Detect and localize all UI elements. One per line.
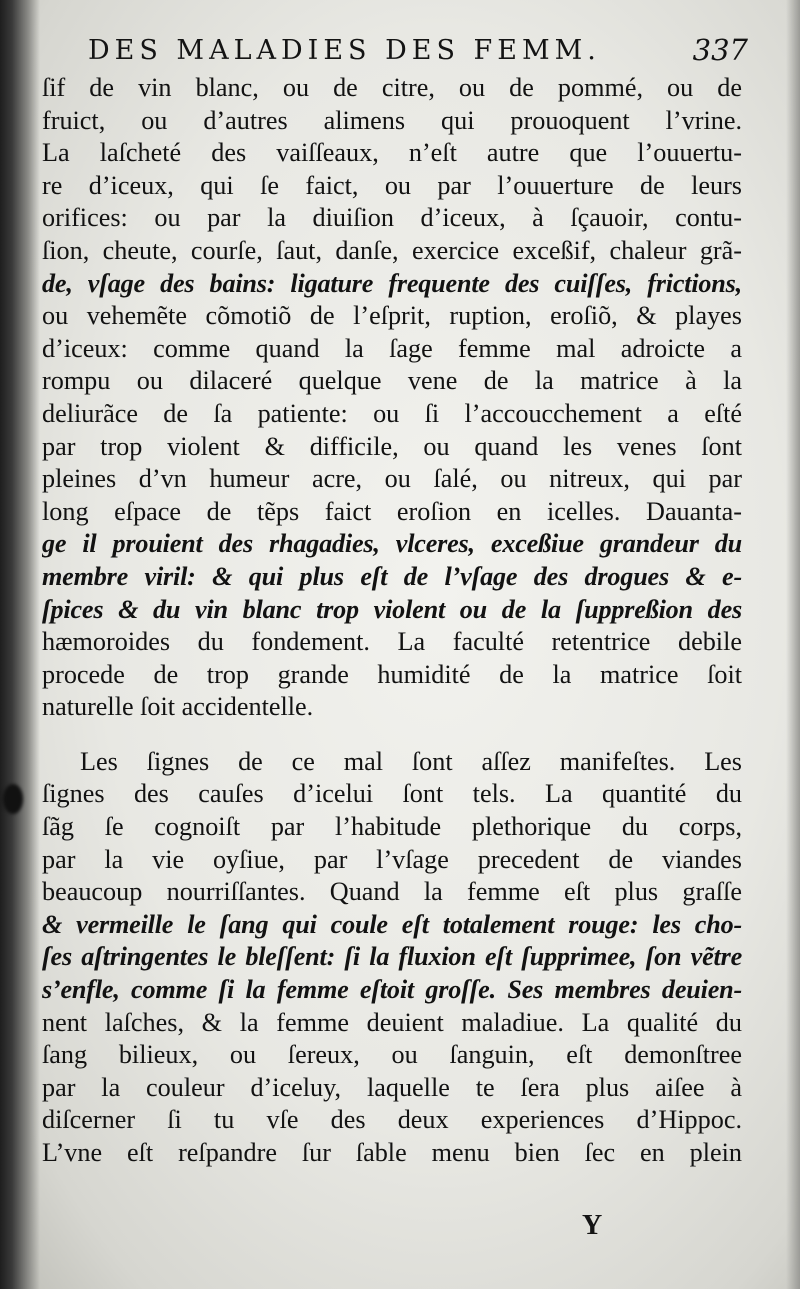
text-line: & vermeille le ſang qui coule eſt totalement rouge: les cho- — [42, 909, 742, 939]
text-line: pleines d’vn humeur acre, ou ſalé, ou nitreux, qui par — [42, 464, 742, 494]
text-line: Les ſignes de ce mal ſont aſſez manifeſtes. Les — [80, 746, 742, 776]
text-line: procede de trop grande humidité de la matrice ſoit — [42, 659, 742, 689]
text-line: de, vſage des bains: ligature frequente des cuiſſes, frictions, — [42, 268, 742, 298]
ink-stain — [3, 784, 23, 814]
text-line: L’vne eſt reſpandre ſur ſable menu bien ſec en plein — [42, 1138, 742, 1167]
text-line: orifices: ou par la diuiſion d’iceux, à ſçauoir, contu- — [42, 203, 742, 233]
text-line: ſion, cheute, courſe, ſaut, danſe, exercice exceßif, chaleur grã- — [42, 235, 742, 265]
text-line: beaucoup nourriſſantes. Quand la femme eſt plus graſſe — [42, 877, 742, 907]
paragraph-break — [42, 724, 742, 746]
text-line: La laſcheté des vaiſſeaux, n’eſt autre que l’ouuertu- — [42, 138, 742, 168]
text-line: re d’iceux, qui ſe faict, ou par l’ouuerture de leurs — [42, 170, 742, 200]
signature-mark: Y — [582, 1210, 603, 1241]
text-line: nent laſches, & la femme deuient maladiue. La qualité du — [42, 1007, 742, 1037]
text-line: ſif de vin blanc, ou de citre, ou de pommé, ou de — [42, 73, 742, 102]
text-line: ſes aſtringentes le bleſſent: ſi la fluxion eſt ſupprimee, ſon vẽtre — [42, 942, 742, 972]
text-line: s’enfle, comme ſi la femme eſtoit groſſe. Ses membres deuien- — [42, 975, 742, 1005]
text-line: par trop violent & difficile, ou quand les venes ſont — [42, 431, 742, 461]
text-line: naturelle ſoit accidentelle. — [42, 692, 314, 722]
page-edge-shadow — [786, 0, 800, 1289]
text-line: fruict, ou d’autres alimens qui prouoquent l’vrine. — [42, 105, 742, 135]
text-line: diſcerner ſi tu vſe des deux experiences d’Hippoc. — [42, 1105, 742, 1135]
text-line: long eſpace de tẽps faict eroſion en icelles. Dauanta- — [42, 496, 742, 526]
text-line: rompu ou dilaceré quelque vene de la matrice à la — [42, 366, 742, 396]
text-line: deliurãce de ſa patiente: ou ſi l’accoucchement a eſté — [42, 398, 742, 428]
text-line: ſignes des cauſes d’icelui ſont tels. La quantité du — [42, 779, 742, 809]
text-line: ge il prouient des rhagadies, vlceres, exceßiue grandeur du — [42, 529, 742, 559]
text-line: d’iceux: comme quand la ſage femme mal adroicte a — [42, 333, 742, 363]
text-line: ou vehemẽte cõmotiõ de l’eſprit, ruption, eroſiõ, & playes — [42, 301, 742, 331]
text-line: hæmoroides du fondement. La faculté retentrice debile — [42, 627, 742, 657]
body-text — [42, 72, 742, 1170]
page-number: 337 — [692, 33, 748, 67]
page-header — [88, 33, 748, 73]
text-line: membre viril: & qui plus eſt de l’vſage des drogues & e- — [42, 561, 742, 591]
text-line: par la couleur d’iceluy, laquelle te ſera plus aiſee à — [42, 1072, 742, 1102]
running-head: DES MALADIES DES FEMM. — [88, 35, 601, 66]
text-line: ſãg ſe cognoiſt par l’habitude plethorique du corps, — [42, 812, 742, 842]
text-line: ſpices & du vin blanc trop violent ou de la ſuppreßion des — [42, 594, 742, 624]
page-gutter-shadow — [0, 0, 40, 1289]
text-line: par la vie oyſiue, par l’vſage precedent de viandes — [42, 844, 742, 874]
text-line: ſang bilieux, ou ſereux, ou ſanguin, eſt demonſtree — [42, 1040, 742, 1070]
